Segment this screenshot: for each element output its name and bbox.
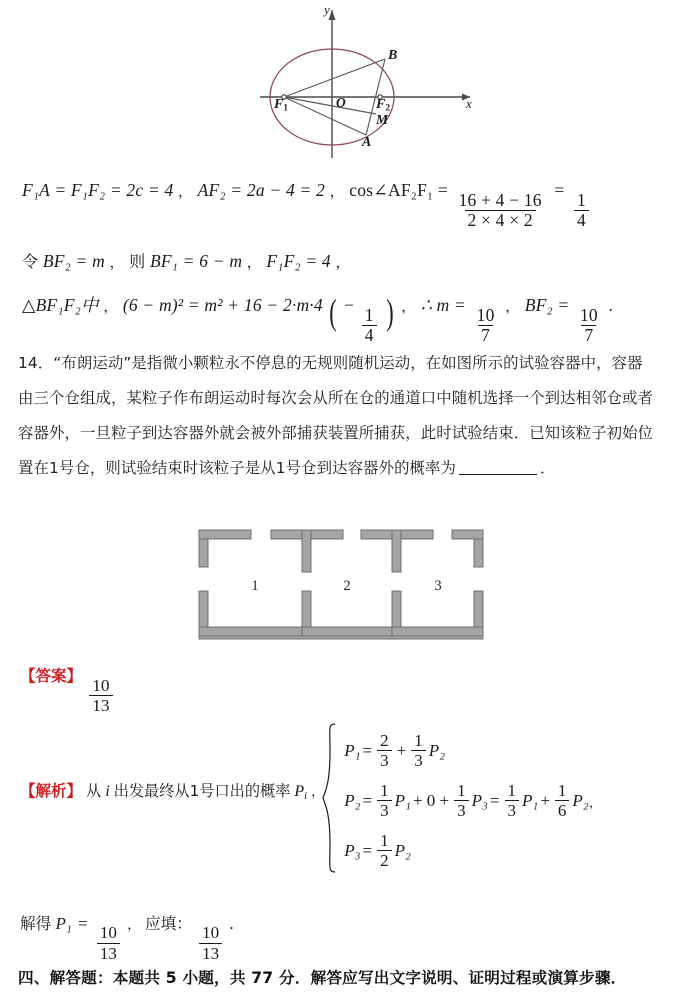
eq3-t1-var: P₂ (394, 840, 411, 860)
eq1-t2-num: 1 (414, 730, 423, 750)
ml3-comma-1: ， (103, 297, 119, 315)
system-brace (322, 722, 338, 879)
result-fill-num: 10 (202, 923, 220, 943)
container-figure-svg (196, 527, 486, 643)
ml1-seg1: F₁A = F₁F₂ = 2c = 4 (22, 180, 174, 200)
answer-blank (459, 474, 537, 475)
analysis-text-mid: 出发最终从1号口出的概率 (113, 782, 291, 800)
result-lead: 解得 (20, 914, 52, 933)
ml1-frac2-den: 4 (574, 210, 589, 230)
analysis-row (20, 779, 325, 802)
eq3-t1-den: 2 (377, 850, 392, 869)
eq2-t2-den: 3 (454, 800, 469, 819)
result-comma: ， (127, 917, 141, 933)
result-fraction (97, 924, 120, 962)
eq1-lhs: P₁ (344, 740, 361, 760)
ml1-equals: = (554, 180, 565, 200)
wall-top-seg-4 (452, 530, 483, 539)
eq2-t1-den: 3 (377, 800, 392, 819)
eq2-t1-num: 1 (380, 780, 389, 800)
point-label-b: B (388, 48, 398, 63)
eq3-term1-fraction (377, 832, 392, 870)
ml3-bf2-label: BF₂ = (524, 295, 570, 315)
eq2-equals-2: = (489, 790, 500, 810)
eq2-term1-fraction (377, 782, 392, 820)
point-label-f2: $F_2$ (376, 97, 390, 113)
ml1-comma-2: ， (329, 182, 345, 200)
wall-bottom-inner-1 (199, 627, 311, 636)
ml2-seg2: BF₁ = 6 − m (150, 251, 243, 271)
result-fill-label: 应填： (144, 914, 192, 933)
analysis-var-i: i (105, 783, 110, 800)
eq3-lhs: P₃ (344, 840, 361, 860)
ellipse-figure (252, 2, 482, 162)
segment-f1-b (284, 59, 385, 97)
answer-tag: 【答案】 (20, 667, 83, 685)
ml1-comma-1: ， (178, 182, 194, 200)
ml3-m-num: 10 (476, 304, 495, 325)
answer-row (20, 664, 116, 715)
equation-rows (344, 726, 602, 876)
result-var: P₁ (55, 914, 72, 933)
ml2-then: 则 (129, 252, 146, 271)
ml2-seg1: BF₂ = m (42, 251, 105, 271)
ml3-m-den: 7 (478, 325, 493, 345)
ml1-frac1-num: 16 + 4 − 16 (458, 189, 542, 210)
equation-system (322, 722, 602, 879)
ml2-lead: 令 (22, 252, 39, 271)
eq2-lhs: P₂ (344, 790, 361, 810)
segment-f1-a (284, 97, 366, 135)
divider-top-1-2 (302, 530, 311, 572)
result-fill-den: 13 (199, 943, 222, 962)
ml2-comma-3: ， (335, 253, 351, 271)
ml3-comma-2: ， (401, 297, 417, 315)
ml3-bf2-num: 10 (579, 304, 598, 325)
ml1-fraction-2 (574, 189, 589, 231)
eq1-t2-den: 3 (411, 750, 426, 769)
ml2-comma-2: ， (246, 253, 262, 271)
divider-top-2-3 (392, 530, 401, 572)
ml3-paren-sign: − (344, 295, 355, 315)
section-heading: 四、解答题：本题共 5 小题，共 77 分．解答应写出文字说明、证明过程或演算步骤． (18, 969, 627, 987)
answer-num: 10 (92, 675, 110, 695)
answer-den: 13 (89, 695, 112, 715)
question14-line4-after: ． (540, 459, 556, 477)
result-equals: = (78, 914, 88, 933)
eq3-t1-num: 1 (380, 830, 389, 850)
eq2-t4-den: 6 (555, 800, 570, 819)
eq1-term2-fraction (411, 732, 426, 770)
ml3-paren-num: 1 (364, 304, 374, 325)
point-label-a: A (362, 135, 372, 150)
eq2-term2-fraction (454, 782, 469, 820)
math-line-2 (22, 248, 351, 272)
ml1-fraction-1 (456, 189, 545, 231)
math-line-1 (22, 180, 592, 230)
question14-line-3: 容器外，一旦粒子到达容器外就会被外部捕获装置所捕获，此时试验结束．已知该粒子初始位 (18, 424, 654, 442)
result-fill-fraction (199, 924, 222, 962)
chamber-label-2: 2 (343, 578, 351, 594)
question14-line-1: 14．“布朗运动”是指微小颗粒永不停息的无规则随机运动，在如图所示的试验容器中，容器 (18, 354, 643, 372)
eq2-t2-var: P₃ (471, 790, 488, 810)
question14-line4-before: 置在1号仓，则试验结束时该粒子是从1号仓到达容器外的概率为 (18, 459, 457, 477)
ml2-comma-1: ， (109, 253, 125, 271)
ml3-comma-3: ， (505, 297, 521, 315)
eq2-t4-num: 1 (557, 780, 567, 800)
ml3-expr: (6 − m)² = m² + 16 − 2·m·4 (122, 295, 323, 315)
wall-bottom-inner-3 (392, 627, 483, 636)
chamber-label-3: 3 (434, 578, 442, 594)
eq2-plus-zero: + 0 + (412, 790, 450, 810)
ml3-bf2-den: 7 (581, 325, 596, 345)
ml3-period: . (608, 295, 614, 315)
analysis-var-p: $P_i$ (294, 783, 308, 802)
question14-line-2: 由三个仓组成，某粒子作布朗运动时每次会从所在仓的通道口中随机选择一个到达相邻仓或者 (18, 389, 654, 407)
chamber-label-1: 1 (251, 578, 259, 594)
point-label-f1: $F_1$ (274, 97, 288, 113)
eq1-t1-den: 3 (377, 750, 392, 769)
wall-top-seg-1 (199, 530, 251, 539)
point-label-m: M (376, 112, 389, 127)
answer-fraction (89, 677, 112, 715)
eq2-trailing-comma: ， (588, 794, 603, 811)
eq2-term3-fraction (505, 782, 520, 820)
ml3-paren-den: 4 (362, 325, 377, 345)
axis-label-y: y (324, 2, 330, 17)
ml3-m-fraction (474, 304, 498, 346)
eq2-plus-2: + (540, 790, 550, 810)
eq2-t2-num: 1 (457, 780, 466, 800)
container-figure (196, 527, 486, 643)
point-label-o: O (336, 95, 346, 110)
equation-3 (344, 826, 602, 876)
result-den: 13 (97, 943, 120, 962)
axis-label-x: x (466, 96, 472, 111)
ml1-cos-label: cos∠AF₂F₁ = (349, 180, 448, 200)
analysis-text-before: 从 (86, 782, 102, 800)
result-num: 10 (99, 923, 117, 943)
math-line-3: △BF₁F₂中 ， (6 − m)² = m² + 16 − 2·m·4 ( − $\frac{1}{4}$ ) ， ∴ m = $\frac{10}{7}$ ， BF₂ = $\frac{10}{7}$ . (22, 291, 614, 346)
eq2-t3-num: 1 (507, 780, 517, 800)
ml2-seg3: F₁F₂ = 4 (266, 251, 331, 271)
eq1-t1-num: 2 (380, 730, 389, 750)
ml1-frac2-num: 1 (577, 189, 586, 210)
eq1-plus: + (396, 740, 407, 760)
ml3-paren-fraction (362, 304, 377, 346)
question14-line-4 (18, 456, 556, 478)
analysis-comma: ， (311, 784, 325, 800)
eq2-term4-fraction (555, 782, 570, 820)
eq2-t1-var: P₁ (394, 790, 411, 810)
eq2-t4-var: P₂ (572, 790, 589, 810)
equation-2 (344, 776, 602, 826)
eq2-t3-den: 3 (505, 800, 520, 819)
wall-bottom-inner-2 (302, 627, 401, 636)
eq1-term1-fraction (377, 732, 392, 770)
brace-svg (322, 722, 338, 874)
ml1-frac1-den: 2 × 4 × 2 (465, 210, 536, 230)
segment-f1-m (284, 97, 376, 114)
eq3-equals: = (362, 840, 373, 860)
result-period: . (229, 914, 234, 933)
eq2-t3-var: P₁ (522, 790, 539, 810)
result-row (20, 912, 234, 962)
eq1-equals: = (362, 740, 373, 760)
eq1-t2-var: P₂ (428, 740, 446, 760)
equation-1 (344, 726, 602, 776)
ml3-bf2-fraction (577, 304, 601, 346)
eq2-equals-1: = (362, 790, 373, 810)
ml3-therefore: ∴ m = (420, 295, 467, 315)
ml3-lead: △BF₁F₂中 (22, 295, 99, 315)
analysis-tag: 【解析】 (20, 782, 83, 800)
ml1-seg2: AF₂ = 2a − 4 = 2 (197, 180, 326, 200)
